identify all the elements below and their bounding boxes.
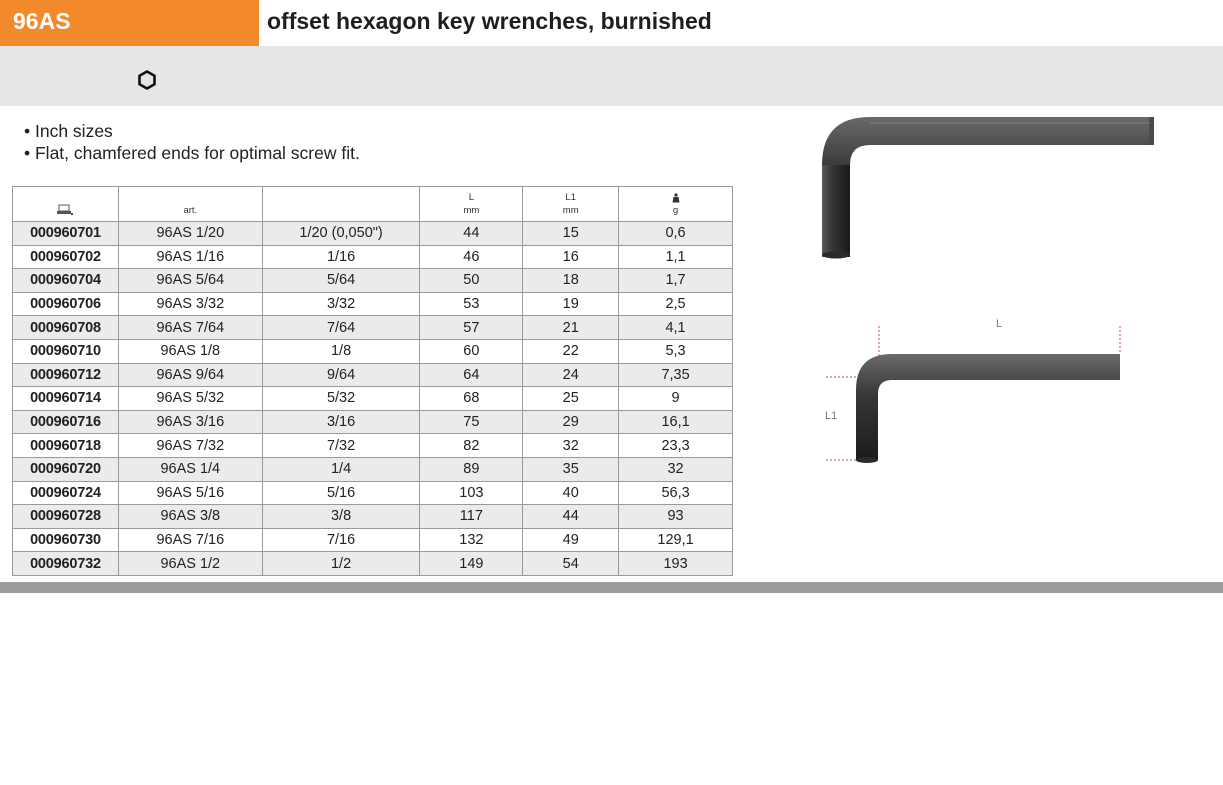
table-row xyxy=(13,552,733,576)
hex-key-photo xyxy=(800,105,1180,275)
cell-weight: 193 xyxy=(619,552,733,576)
col-header-l-unit: mm xyxy=(463,205,480,216)
cell-code: 000960724 xyxy=(13,481,119,505)
cell-art: 96AS 9/64 xyxy=(118,363,262,387)
cell-size: 5/16 xyxy=(262,481,420,505)
feature-item: • Inch sizes xyxy=(24,121,113,141)
cell-art: 96AS 5/64 xyxy=(118,269,262,293)
cell-art: 96AS 7/16 xyxy=(118,528,262,552)
cell-size: 5/64 xyxy=(262,269,420,293)
table-row xyxy=(13,387,733,411)
cell-length: 53 xyxy=(420,292,523,316)
cell-size: 7/16 xyxy=(262,528,420,552)
cell-short-length: 32 xyxy=(523,434,619,458)
cell-size: 1/20 (0,050") xyxy=(262,222,420,246)
cell-length: 64 xyxy=(420,363,523,387)
cell-length: 44 xyxy=(420,222,523,246)
table-row xyxy=(13,481,733,505)
col-header-l1-label: L1 xyxy=(565,192,576,203)
cell-size: 7/64 xyxy=(262,316,420,340)
cell-size: 1/8 xyxy=(262,339,420,363)
cell-art: 96AS 3/32 xyxy=(118,292,262,316)
col-header-l xyxy=(420,187,523,222)
cell-short-length: 15 xyxy=(523,222,619,246)
cell-short-length: 40 xyxy=(523,481,619,505)
cell-length: 75 xyxy=(420,410,523,434)
cell-weight: 16,1 xyxy=(619,410,733,434)
cell-size: 7/32 xyxy=(262,434,420,458)
cell-weight: 7,35 xyxy=(619,363,733,387)
col-header-art-label: art. xyxy=(183,205,198,216)
feature-list xyxy=(24,120,360,164)
grey-band xyxy=(0,46,1223,106)
cell-short-length: 54 xyxy=(523,552,619,576)
cell-weight: 23,3 xyxy=(619,434,733,458)
cell-code: 000960728 xyxy=(13,505,119,529)
cell-size: 9/64 xyxy=(262,363,420,387)
cell-weight: 9 xyxy=(619,387,733,411)
cell-weight: 129,1 xyxy=(619,528,733,552)
product-code: 96AS xyxy=(13,8,71,34)
table-row xyxy=(13,292,733,316)
col-header-size xyxy=(262,187,420,222)
cell-length: 57 xyxy=(420,316,523,340)
cell-art: 96AS 7/64 xyxy=(118,316,262,340)
dimension-drawing xyxy=(800,310,1140,480)
cell-weight: 5,3 xyxy=(619,339,733,363)
cell-weight: 0,6 xyxy=(619,222,733,246)
cell-code: 000960708 xyxy=(13,316,119,340)
col-header-code xyxy=(13,187,119,222)
cell-art: 96AS 1/4 xyxy=(118,457,262,481)
cell-art: 96AS 3/16 xyxy=(118,410,262,434)
cell-weight: 32 xyxy=(619,457,733,481)
cell-code: 000960701 xyxy=(13,222,119,246)
cell-short-length: 44 xyxy=(523,505,619,529)
cell-short-length: 21 xyxy=(523,316,619,340)
cell-length: 117 xyxy=(420,505,523,529)
col-header-l1 xyxy=(523,187,619,222)
cell-short-length: 18 xyxy=(523,269,619,293)
cell-code: 000960706 xyxy=(13,292,119,316)
cell-art: 96AS 7/32 xyxy=(118,434,262,458)
cell-art: 96AS 1/8 xyxy=(118,339,262,363)
cell-weight: 1,7 xyxy=(619,269,733,293)
cell-length: 60 xyxy=(420,339,523,363)
cell-length: 149 xyxy=(420,552,523,576)
cell-art: 96AS 3/8 xyxy=(118,505,262,529)
cell-short-length: 16 xyxy=(523,245,619,269)
cell-size: 5/32 xyxy=(262,387,420,411)
cell-size: 1/16 xyxy=(262,245,420,269)
cell-short-length: 24 xyxy=(523,363,619,387)
cell-short-length: 29 xyxy=(523,410,619,434)
cell-length: 89 xyxy=(420,457,523,481)
cell-code: 000960712 xyxy=(13,363,119,387)
table-row xyxy=(13,269,733,293)
cell-art: 96AS 1/2 xyxy=(118,552,262,576)
cell-length: 103 xyxy=(420,481,523,505)
cell-weight: 2,5 xyxy=(619,292,733,316)
table-row xyxy=(13,222,733,246)
table-row xyxy=(13,410,733,434)
product-title: offset hexagon key wrenches, burnished xyxy=(267,8,712,34)
table-row xyxy=(13,528,733,552)
product-code-box xyxy=(0,0,259,46)
cell-size: 3/8 xyxy=(262,505,420,529)
cell-size: 1/2 xyxy=(262,552,420,576)
package-icon xyxy=(56,204,74,216)
cell-art: 96AS 5/32 xyxy=(118,387,262,411)
table-row xyxy=(13,457,733,481)
table-row xyxy=(13,434,733,458)
cell-short-length: 19 xyxy=(523,292,619,316)
table-row xyxy=(13,505,733,529)
cell-size: 1/4 xyxy=(262,457,420,481)
cell-weight: 56,3 xyxy=(619,481,733,505)
cell-weight: 4,1 xyxy=(619,316,733,340)
cell-size: 3/32 xyxy=(262,292,420,316)
col-header-art xyxy=(118,187,262,222)
table-header-row xyxy=(13,187,733,222)
cell-art: 96AS 1/16 xyxy=(118,245,262,269)
table-row xyxy=(13,339,733,363)
table-row xyxy=(13,363,733,387)
cell-code: 000960732 xyxy=(13,552,119,576)
cell-weight: 93 xyxy=(619,505,733,529)
cell-code: 000960718 xyxy=(13,434,119,458)
cell-short-length: 35 xyxy=(523,457,619,481)
cell-short-length: 25 xyxy=(523,387,619,411)
bottom-bar xyxy=(0,582,1223,593)
cell-code: 000960716 xyxy=(13,410,119,434)
cell-art: 96AS 5/16 xyxy=(118,481,262,505)
cell-length: 132 xyxy=(420,528,523,552)
dimension-label-l: L xyxy=(996,318,1003,330)
cell-code: 000960704 xyxy=(13,269,119,293)
cell-length: 68 xyxy=(420,387,523,411)
weight-icon xyxy=(672,193,680,203)
col-header-l1-unit: mm xyxy=(562,205,579,216)
cell-code: 000960730 xyxy=(13,528,119,552)
table-row xyxy=(13,316,733,340)
cell-short-length: 22 xyxy=(523,339,619,363)
feature-item: • Flat, chamfered ends for optimal screw fit. xyxy=(24,143,360,163)
cell-code: 000960720 xyxy=(13,457,119,481)
cell-weight: 1,1 xyxy=(619,245,733,269)
hexagon-outline-icon xyxy=(137,70,157,90)
cell-length: 46 xyxy=(420,245,523,269)
cell-code: 000960702 xyxy=(13,245,119,269)
cell-short-length: 49 xyxy=(523,528,619,552)
dimension-label-l1: L1 xyxy=(825,410,838,422)
cell-art: 96AS 1/20 xyxy=(118,222,262,246)
table-row xyxy=(13,245,733,269)
cell-code: 000960714 xyxy=(13,387,119,411)
cell-size: 3/16 xyxy=(262,410,420,434)
cell-length: 82 xyxy=(420,434,523,458)
col-header-weight xyxy=(619,187,733,222)
col-header-l-label: L xyxy=(468,192,475,203)
spec-table xyxy=(12,186,733,576)
cell-length: 50 xyxy=(420,269,523,293)
col-header-weight-unit: g xyxy=(672,205,679,216)
cell-code: 000960710 xyxy=(13,339,119,363)
